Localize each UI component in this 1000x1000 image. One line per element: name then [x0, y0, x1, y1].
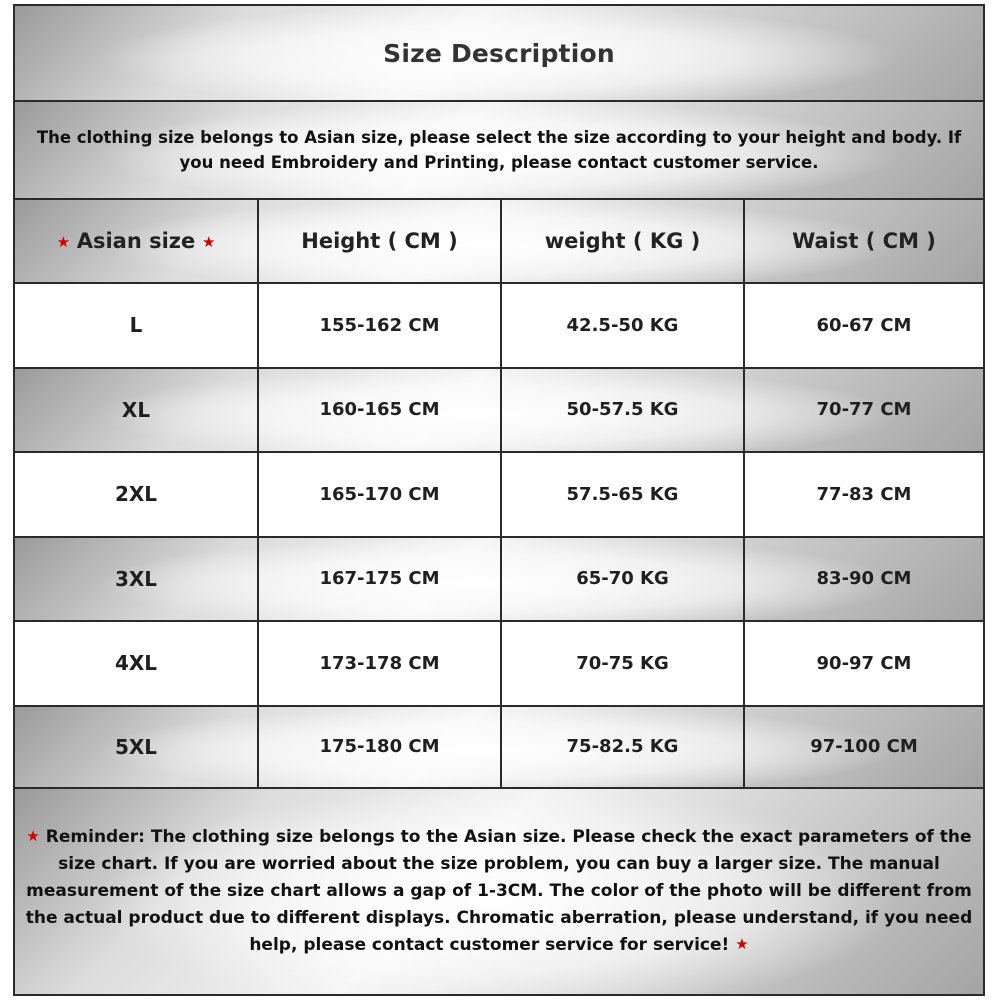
size-chart — [13, 4, 985, 996]
weight-cell: 65-70 KG — [501, 537, 744, 622]
table-row — [15, 368, 983, 453]
title-banner — [15, 6, 983, 102]
table-header-row — [15, 200, 983, 283]
height-cell: 165-170 CM — [258, 452, 501, 537]
weight-cell: 50-57.5 KG — [501, 368, 744, 453]
table-row — [15, 452, 983, 537]
table-row — [15, 537, 983, 622]
asian-size-notice: The clothing size belongs to Asian size, please select the size according to your height and body. If you need Embroidery and Printing, please contact customer service. — [36, 128, 962, 172]
reminder-note — [25, 824, 973, 959]
header-waist — [744, 200, 983, 283]
star-icon: ★ — [56, 233, 71, 251]
size-table — [15, 200, 983, 787]
waist-cell: 97-100 CM — [744, 706, 983, 787]
reminder-banner — [15, 787, 983, 994]
size-cell: 5XL — [15, 706, 258, 787]
size-cell: 2XL — [15, 452, 258, 537]
waist-cell: 70-77 CM — [744, 368, 983, 453]
header-label: Asian size — [76, 229, 196, 253]
weight-cell: 42.5-50 KG — [501, 283, 744, 368]
table-row — [15, 283, 983, 368]
weight-cell: 75-82.5 KG — [501, 706, 744, 787]
table-row — [15, 621, 983, 706]
height-cell: 160-165 CM — [258, 368, 501, 453]
reminder-text: Reminder: The clothing size belongs to the Asian size. Please check the exact parameters of the size chart. If you are worried about the size problem, you can buy a larger size. The manual measurement of the size chart allows a gap of 1-3CM. The color of the photo will be different from the actual product due to different displays. Chromatic aberration, please understand, if you need help, please contact customer service for service! — [25, 827, 973, 955]
weight-cell: 57.5-65 KG — [501, 452, 744, 537]
size-cell: XL — [15, 368, 258, 453]
header-label: Height ( CM ) — [301, 229, 458, 253]
star-icon: ★ — [201, 233, 216, 251]
header-asian-size — [15, 200, 258, 283]
waist-cell: 90-97 CM — [744, 621, 983, 706]
height-cell: 155-162 CM — [258, 283, 501, 368]
waist-cell: 77-83 CM — [744, 452, 983, 537]
size-cell: 4XL — [15, 621, 258, 706]
page-title: Size Description — [383, 38, 615, 68]
header-label: Waist ( CM ) — [792, 229, 936, 253]
height-cell: 167-175 CM — [258, 537, 501, 622]
header-weight — [501, 200, 744, 283]
notice-banner — [15, 102, 983, 200]
size-cell: 3XL — [15, 537, 258, 622]
table-row — [15, 706, 983, 787]
waist-cell: 83-90 CM — [744, 537, 983, 622]
weight-cell: 70-75 KG — [501, 621, 744, 706]
size-cell: L — [15, 283, 258, 368]
star-icon: ★ — [26, 827, 40, 845]
star-icon: ★ — [735, 935, 749, 953]
height-cell: 173-178 CM — [258, 621, 501, 706]
waist-cell: 60-67 CM — [744, 283, 983, 368]
height-cell: 175-180 CM — [258, 706, 501, 787]
header-label: weight ( KG ) — [544, 229, 701, 253]
header-height — [258, 200, 501, 283]
